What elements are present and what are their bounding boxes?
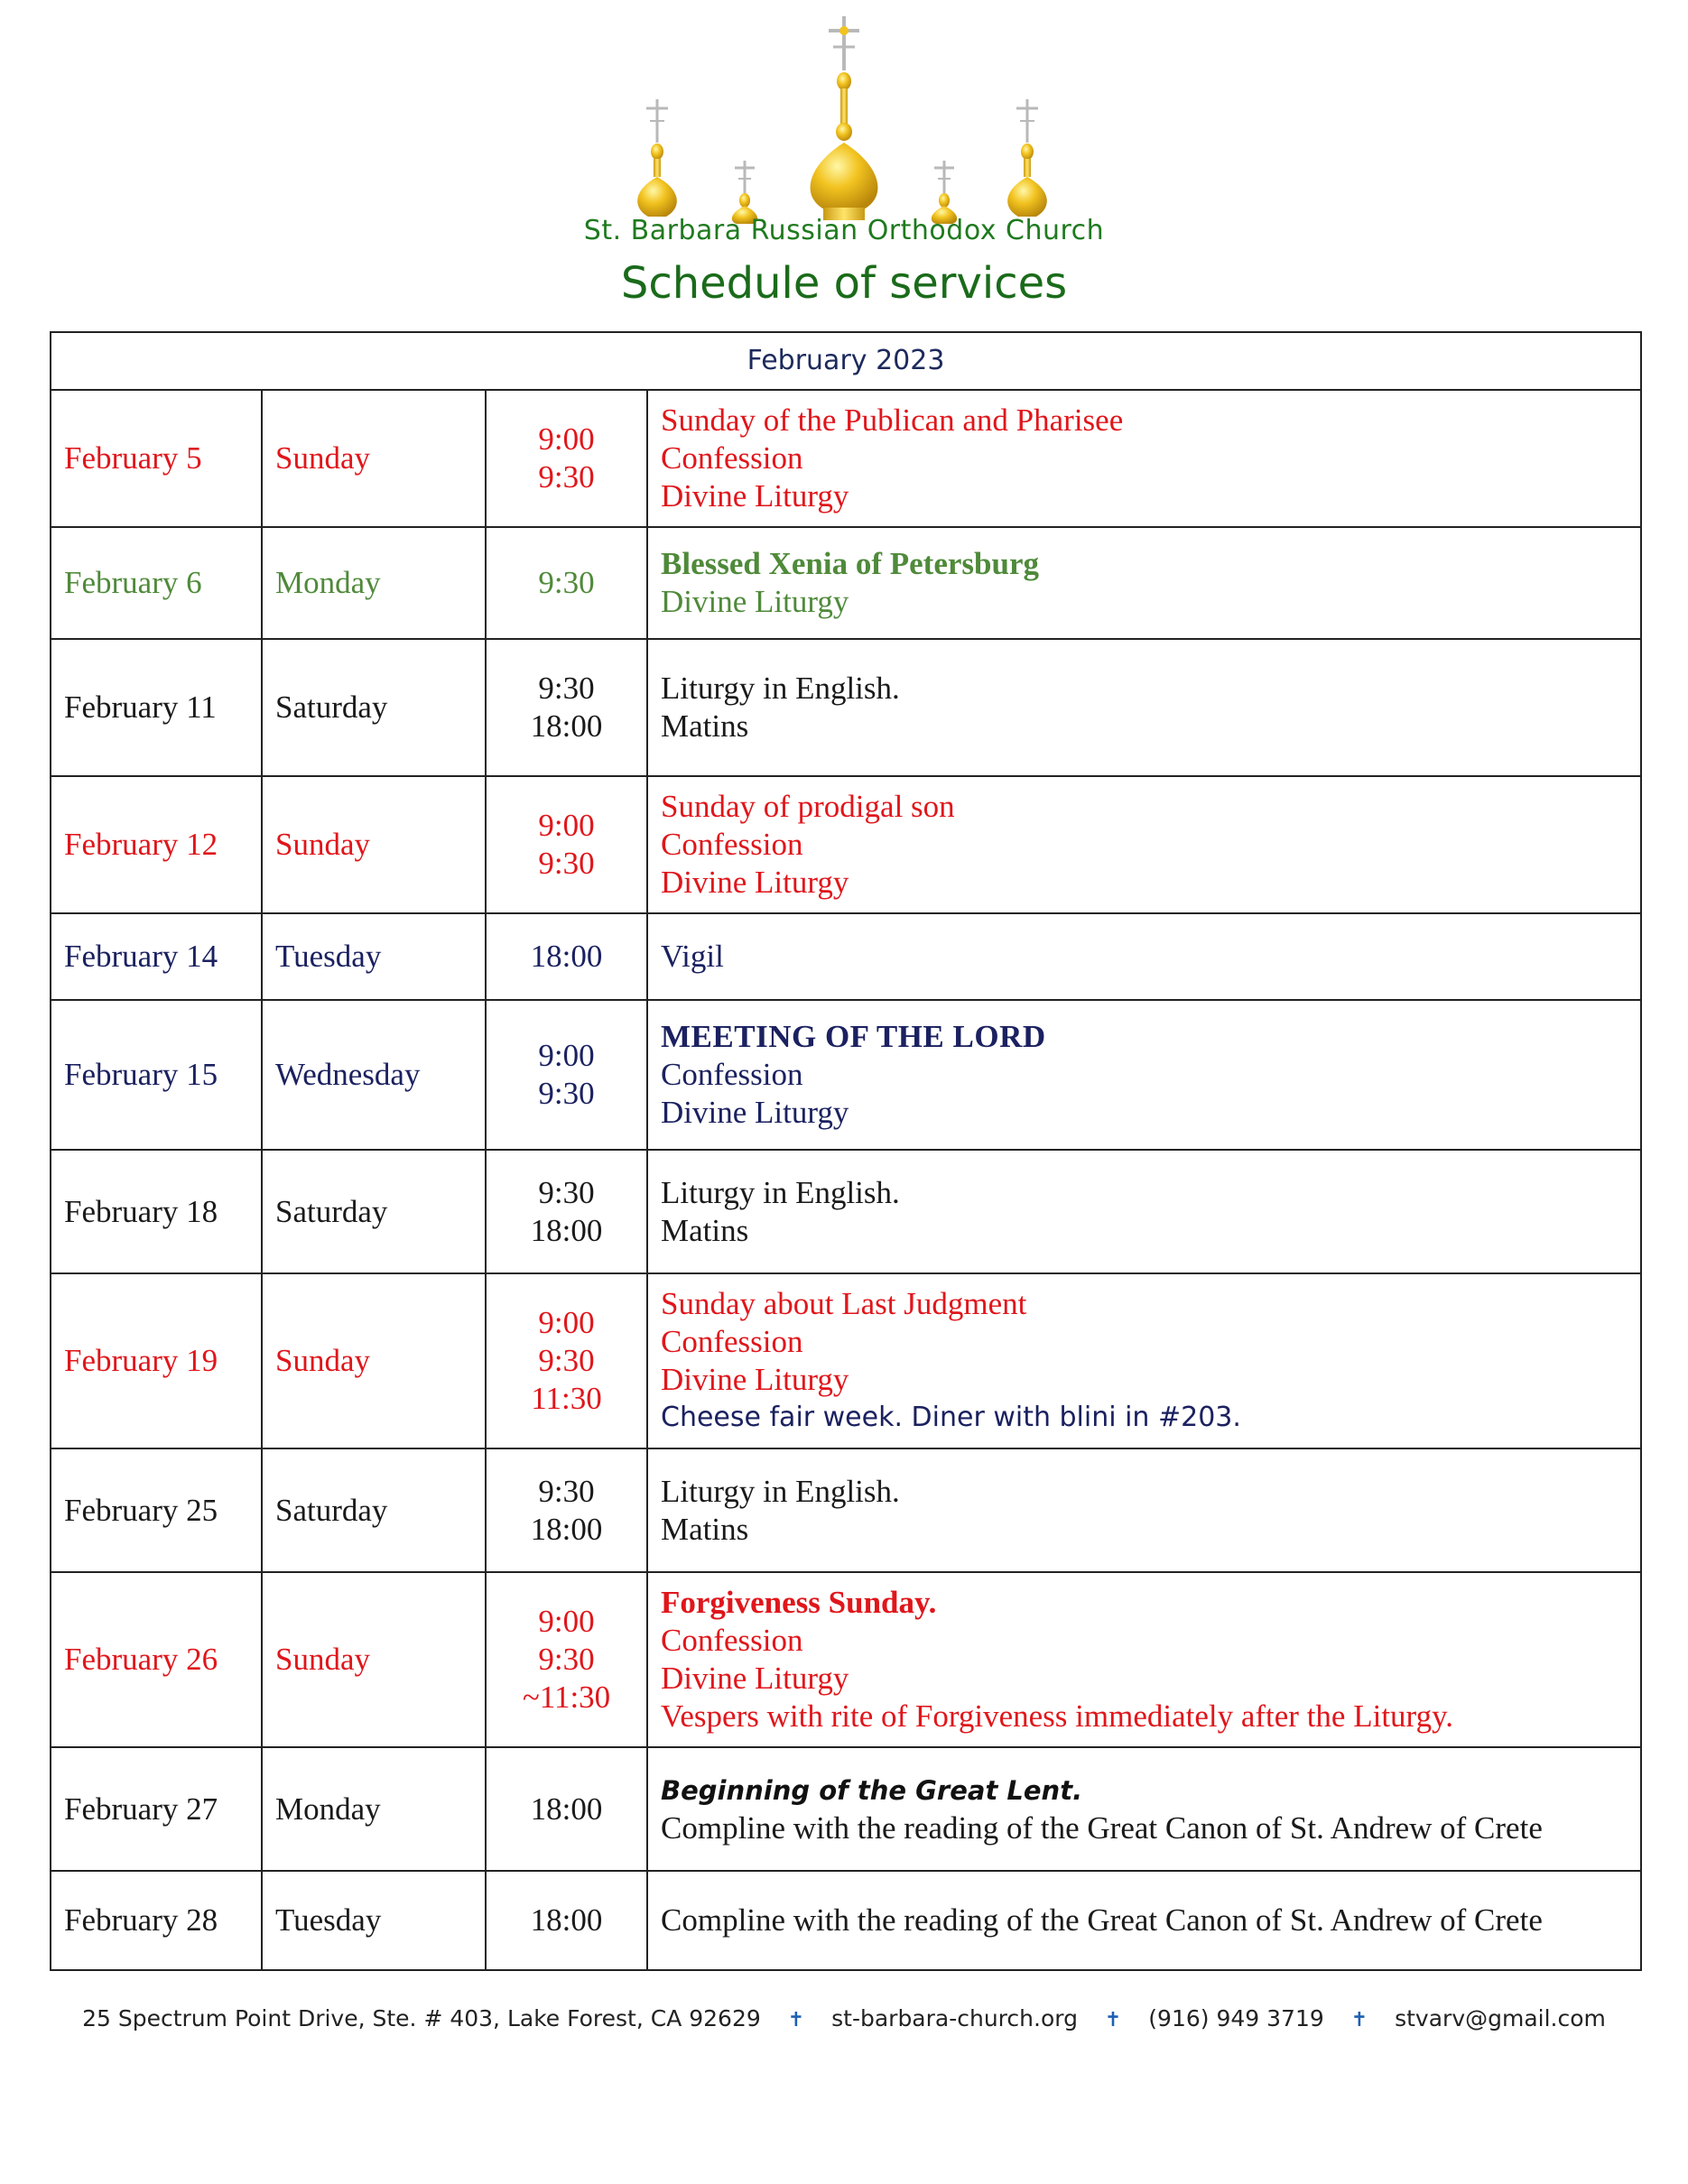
service-times	[486, 527, 647, 639]
service-times	[486, 776, 647, 913]
service-times	[486, 1747, 647, 1871]
service-times	[486, 1572, 647, 1747]
service-times	[486, 390, 647, 527]
service-weekday: Saturday	[262, 639, 486, 776]
service-description	[647, 1150, 1641, 1273]
service-time: 18:00	[530, 1212, 603, 1248]
service-date: February 25	[51, 1448, 262, 1572]
service-line: Compline with the reading of the Great Canon of St. Andrew of Crete	[661, 1902, 1543, 1938]
page-title: Schedule of services	[620, 258, 1068, 309]
service-description	[647, 390, 1641, 527]
service-line: Liturgy in English.	[661, 671, 900, 706]
schedule-row	[51, 527, 1641, 639]
service-description	[647, 1448, 1641, 1572]
service-times	[486, 1871, 647, 1970]
schedule-row	[51, 1572, 1641, 1747]
service-date: February 5	[51, 390, 262, 527]
footer-phone[interactable]: (916) 949 3719	[1148, 2005, 1324, 2031]
service-line: Sunday about Last Judgment	[661, 1286, 1027, 1321]
service-time: 9:00	[538, 1305, 595, 1340]
schedule-row	[51, 1150, 1641, 1273]
service-line: Cheese fair week. Diner with blini in #203.	[661, 1402, 1241, 1433]
service-line: Sunday of the Publican and Pharisee	[661, 403, 1124, 438]
service-weekday: Sunday	[262, 1572, 486, 1747]
service-line: Divine Liturgy	[661, 1661, 849, 1696]
service-description	[647, 1747, 1641, 1871]
service-time: 9:30	[538, 1473, 595, 1509]
service-line: Confession	[661, 1324, 803, 1359]
cross-icon: ✝	[787, 2009, 805, 2031]
footer-website[interactable]: st-barbara-church.org	[831, 2005, 1078, 2031]
service-date: February 6	[51, 527, 262, 639]
service-line: MEETING OF THE LORD	[661, 1019, 1046, 1054]
schedule-row	[51, 776, 1641, 913]
service-times	[486, 1448, 647, 1572]
service-line: Divine Liturgy	[661, 1362, 849, 1397]
footer-email[interactable]: stvarv@gmail.com	[1395, 2005, 1606, 2031]
service-line: Sunday of prodigal son	[661, 789, 955, 824]
service-time: 9:00	[538, 1038, 595, 1073]
service-time: 9:30	[538, 671, 595, 706]
service-line: Confession	[661, 827, 803, 862]
service-time: 9:00	[538, 808, 595, 843]
schedule-row	[51, 390, 1641, 527]
footer-address: 25 Spectrum Point Drive, Ste. # 403, Lake Forest, CA 92629	[82, 2005, 761, 2031]
service-description	[647, 913, 1641, 1000]
service-weekday: Wednesday	[262, 1000, 486, 1150]
service-times	[486, 1150, 647, 1273]
service-line: Matins	[661, 1212, 749, 1248]
cross-icon: ✝	[1350, 2009, 1368, 2031]
cross-icon: ✝	[1104, 2009, 1122, 2031]
service-description	[647, 1273, 1641, 1448]
service-time: 9:30	[538, 459, 595, 495]
service-date: February 15	[51, 1000, 262, 1150]
service-date: February 27	[51, 1747, 262, 1871]
service-line: Confession	[661, 1057, 803, 1092]
service-time: 18:00	[530, 1902, 603, 1938]
schedule-row	[51, 913, 1641, 1000]
schedule-row	[51, 1273, 1641, 1448]
service-time: 18:00	[530, 1511, 603, 1547]
service-line: Divine Liturgy	[661, 478, 849, 514]
service-time: 9:30	[538, 1174, 595, 1210]
church-domes-icon	[587, 16, 1092, 224]
service-time: 9:30	[538, 1076, 595, 1111]
service-line: Matins	[661, 708, 749, 744]
service-description	[647, 1572, 1641, 1747]
service-line: Vespers with rite of Forgiveness immediately after the Liturgy.	[661, 1698, 1454, 1734]
service-time: 9:00	[538, 1604, 595, 1639]
service-time: 18:00	[530, 939, 603, 974]
service-description	[647, 527, 1641, 639]
service-line: Vigil	[661, 939, 724, 974]
service-line: Confession	[661, 1623, 803, 1658]
service-times	[486, 1273, 647, 1448]
service-line: Compline with the reading of the Great Canon of St. Andrew of Crete	[661, 1809, 1543, 1846]
service-line: Forgiveness Sunday.	[661, 1585, 937, 1620]
service-line: Blessed Xenia of Petersburg	[661, 546, 1039, 581]
footer	[0, 2005, 1688, 2031]
service-time: 18:00	[530, 708, 603, 744]
service-description	[647, 1871, 1641, 1970]
service-weekday: Monday	[262, 1747, 486, 1871]
service-date: February 11	[51, 639, 262, 776]
service-times	[486, 1000, 647, 1150]
service-time: ~11:30	[522, 1680, 611, 1715]
service-time: 11:30	[531, 1381, 602, 1416]
service-time: 9:00	[538, 421, 595, 457]
month-label: February 2023	[51, 332, 1641, 390]
schedule-row	[51, 1000, 1641, 1150]
service-time: 9:30	[538, 1642, 595, 1677]
service-weekday: Saturday	[262, 1150, 486, 1273]
service-date: February 12	[51, 776, 262, 913]
service-description	[647, 1000, 1641, 1150]
service-line: Divine Liturgy	[661, 584, 849, 619]
service-line: Divine Liturgy	[661, 865, 849, 900]
service-date: February 28	[51, 1871, 262, 1970]
service-line: Liturgy in English.	[661, 1174, 900, 1210]
service-weekday: Tuesday	[262, 913, 486, 1000]
service-date: February 18	[51, 1150, 262, 1273]
service-line: Confession	[661, 440, 803, 476]
service-date: February 19	[51, 1273, 262, 1448]
service-date: February 14	[51, 913, 262, 1000]
service-times	[486, 913, 647, 1000]
schedule-row	[51, 1448, 1641, 1572]
schedule-row	[51, 1747, 1641, 1871]
service-weekday: Sunday	[262, 776, 486, 913]
service-times	[486, 639, 647, 776]
service-time: 9:30	[538, 1343, 595, 1378]
service-description	[647, 776, 1641, 913]
schedule-row	[51, 1871, 1641, 1970]
service-weekday: Saturday	[262, 1448, 486, 1572]
service-line: Matins	[661, 1511, 749, 1547]
service-weekday: Tuesday	[262, 1871, 486, 1970]
church-name: St. Barbara Russian Orthodox Church	[583, 215, 1105, 246]
service-time: 9:30	[538, 846, 595, 881]
service-line: Divine Liturgy	[661, 1095, 849, 1130]
service-weekday: Monday	[262, 527, 486, 639]
service-time: 18:00	[530, 1791, 603, 1827]
schedule-table	[50, 331, 1642, 1971]
service-weekday: Sunday	[262, 390, 486, 527]
service-line: Beginning of the Great Lent.	[661, 1774, 1083, 1806]
service-weekday: Sunday	[262, 1273, 486, 1448]
service-line: Liturgy in English.	[661, 1473, 900, 1509]
service-time: 9:30	[538, 565, 595, 600]
service-description	[647, 639, 1641, 776]
month-header-row	[51, 332, 1641, 390]
schedule-row	[51, 639, 1641, 776]
service-date: February 26	[51, 1572, 262, 1747]
